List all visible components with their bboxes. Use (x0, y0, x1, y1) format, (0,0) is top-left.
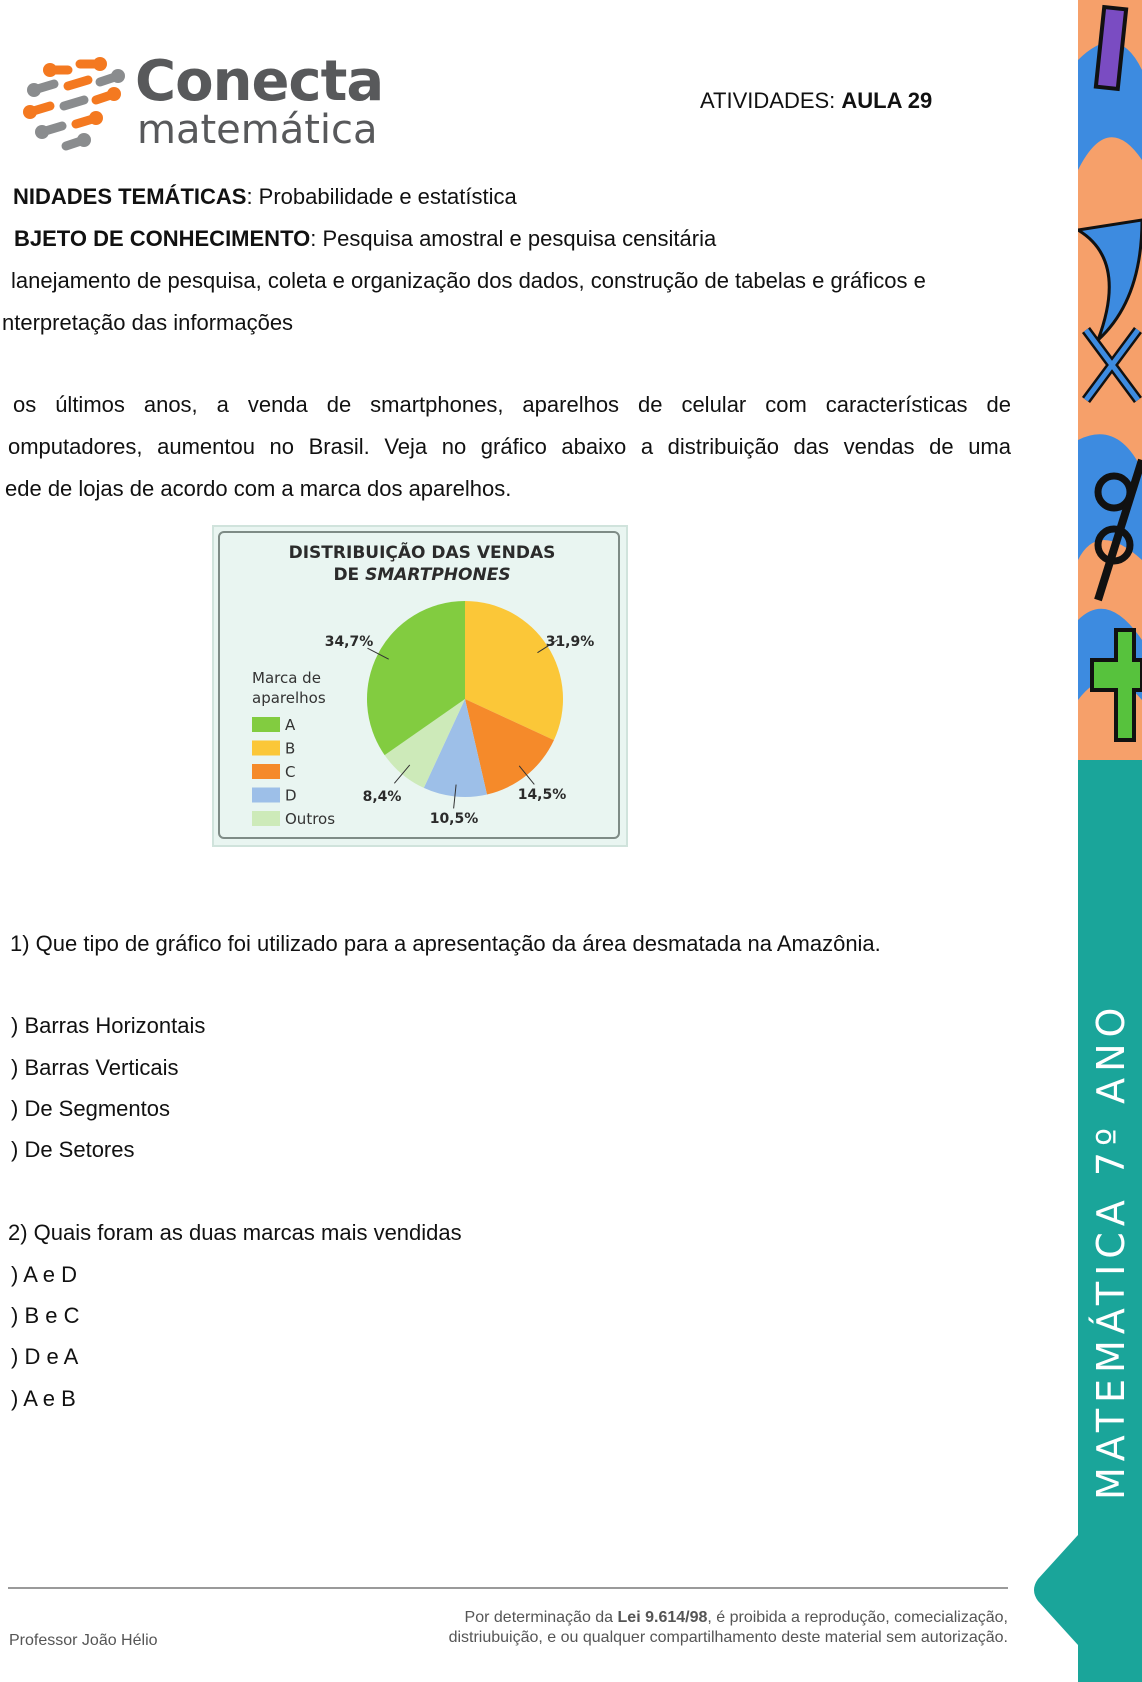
legend-label-d: D (285, 786, 297, 805)
objeto-value: : Pesquisa amostral e pesquisa censitária (310, 226, 717, 251)
chart-title-prefix: DE (333, 565, 366, 585)
legend-title-1: Marca de (252, 669, 321, 687)
logo-subtitle: matemática (137, 107, 378, 153)
footer-notice-1a: Por determinação da (464, 1609, 618, 1626)
q1-option-c[interactable]: ) De Segmentos (11, 1096, 170, 1121)
pie-chart (212, 525, 628, 847)
legend-swatch-d (252, 788, 280, 803)
footer-law: Lei 9.614/98 (617, 1609, 708, 1626)
footer-professor: Professor João Hélio (9, 1632, 158, 1649)
q2-option-b[interactable]: ) B e C (11, 1303, 80, 1328)
legend-label-b: B (285, 739, 296, 758)
activity-label: ATIVIDADES: (700, 88, 842, 113)
chart-title-line-2 (333, 565, 510, 585)
side-band (1078, 0, 1142, 1682)
planejamento-line-2: nterpretação das informações (2, 310, 294, 335)
intro-line-3: ede de lojas de acordo com a marca dos aparelhos. (5, 476, 512, 501)
legend-swatch-c (252, 764, 280, 779)
legend-label-c: C (285, 763, 296, 781)
legend-label-outros: Outros (285, 810, 336, 828)
legend-swatch-b (252, 741, 280, 756)
objeto-label: BJETO DE CONHECIMENTO (14, 226, 311, 251)
objeto-line (14, 226, 716, 252)
activity-header (700, 88, 932, 114)
q2-option-c[interactable]: ) D e A (11, 1344, 79, 1369)
slice-label-b: 31,9% (545, 634, 595, 650)
q1-question: 1) Que tipo de gráfico foi utilizado para a apresentação da área desmatada na Amazônia. (10, 931, 881, 956)
unidades-value: : Probabilidade e estatística (246, 184, 517, 209)
footer-notice (300, 1608, 1008, 1648)
q1-option-a[interactable]: ) Barras Horizontais (11, 1013, 206, 1038)
legend-swatch-a (252, 717, 280, 732)
footer-notice-line-2: distriubuição, e ou qualquer compartilhamento deste material sem autorização. (448, 1629, 1008, 1646)
q2-question: 2) Quais foram as duas marcas mais vendidas (8, 1220, 462, 1245)
slice-label-a: 34,7% (324, 634, 374, 650)
q2-option-d[interactable]: ) A e B (11, 1386, 76, 1411)
legend-label-a: A (285, 716, 296, 734)
intro-line-1: os últimos anos, a venda de smartphones, aparelhos de celular com características de (13, 392, 1011, 417)
q1-option-b[interactable]: ) Barras Verticais (11, 1055, 179, 1080)
lesson-number: AULA 29 (841, 88, 933, 113)
unidades-line (13, 184, 517, 210)
footer-notice-line-1 (300, 1608, 1008, 1628)
footer-divider (8, 1587, 1008, 1589)
legend-swatch-outros (252, 811, 280, 826)
decorative-math-symbols-icon (1078, 0, 1142, 860)
chart-title-line-1: DISTRIBUIÇÃO DAS VENDAS (288, 543, 556, 563)
logo-wordmark: Conecta (135, 49, 384, 114)
slice-label-c: 14,5% (517, 787, 567, 803)
slice-label-outros: 8,4% (362, 789, 402, 805)
unidades-label: NIDADES TEMÁTICAS (13, 184, 247, 209)
planejamento-line-1: lanejamento de pesquisa, coleta e organização dos dados, construção de tabelas e gráficos e (11, 268, 926, 293)
slice-label-d: 10,5% (429, 811, 479, 827)
conecta-logo-icon (20, 50, 130, 155)
side-band-text: MATEMÁTICA 7º ANO (1089, 1001, 1133, 1500)
legend-title-2: aparelhos (252, 689, 326, 707)
side-tab-arrow-icon (1030, 1535, 1080, 1645)
footer-notice-1c: , é proibida a reprodução, comecialização, (707, 1609, 1008, 1626)
intro-line-2: omputadores, aumentou no Brasil. Veja no gráfico abaixo a distribuição das vendas de uma (8, 434, 1011, 459)
q2-option-a[interactable]: ) A e D (11, 1262, 78, 1287)
q1-option-d[interactable]: ) De Setores (11, 1137, 135, 1162)
chart-title-italic: SMARTPHONES (365, 565, 511, 585)
